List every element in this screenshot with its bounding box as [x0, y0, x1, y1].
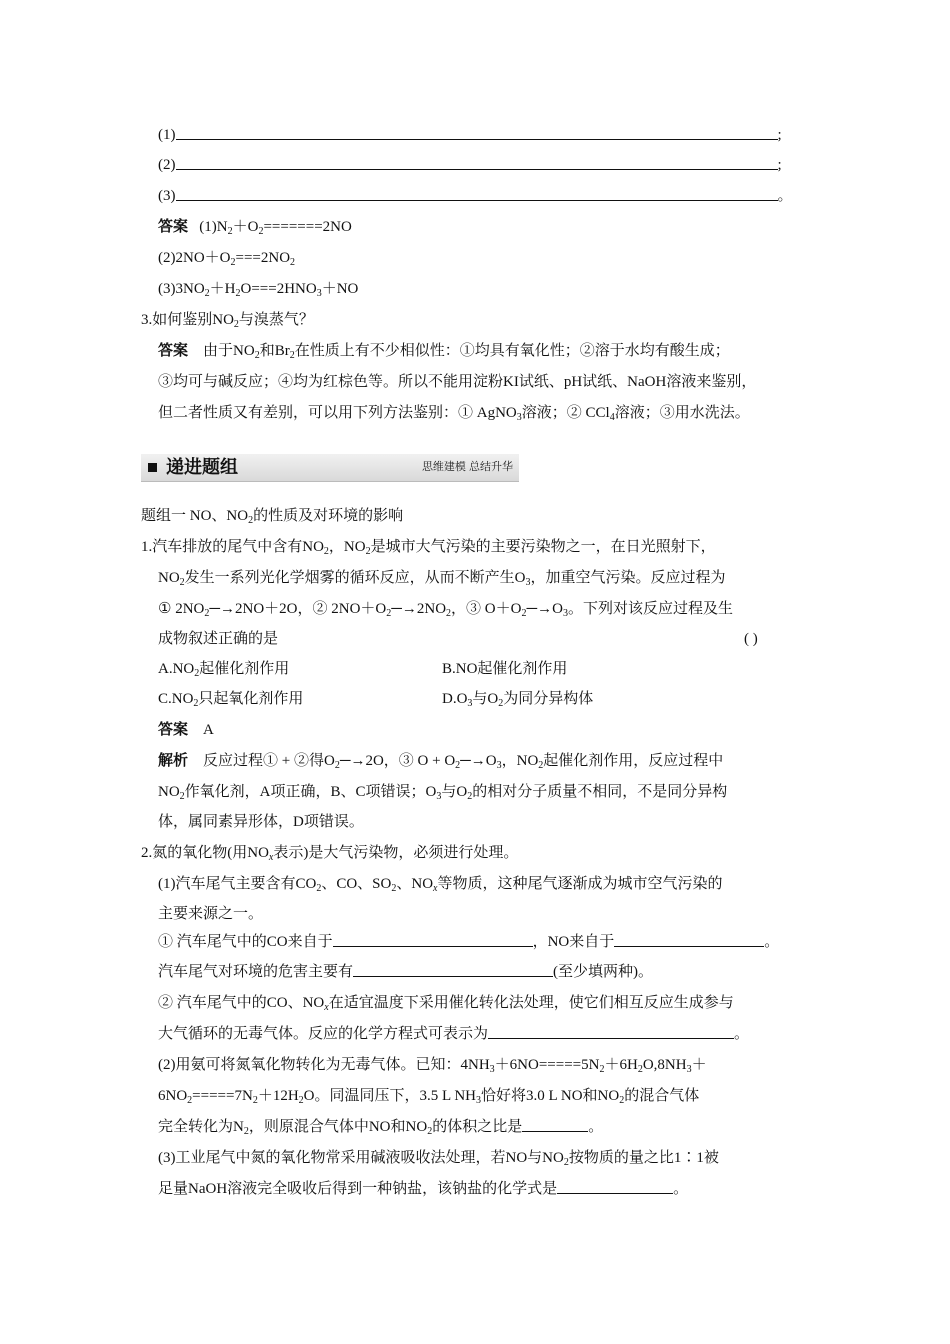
blank-line-2: (2) ; [158, 157, 782, 173]
problem-2-line-2: (1)汽车尾气主要含有$CO_2$、CO、$SO_2$、$NO_x$等物质，这种尾气逐渐成为城市空气污染的 [158, 876, 723, 894]
answer-blank[interactable] [557, 1179, 673, 1194]
answer-label: 答案 [158, 219, 189, 235]
answer-blank[interactable] [176, 125, 778, 140]
answer-blank[interactable] [614, 932, 764, 947]
q3-answer-line-1: 答案 由于$NO_2$和$Br_2$在性质上有不少相似性：①均具有氧化性；②溶于水均有酸生成； [158, 343, 730, 361]
option-d[interactable]: $D.O_3$与$O_2$为同分异构体 [442, 691, 594, 709]
option-a[interactable]: $A.NO_2$起催化剂作用 [158, 661, 290, 679]
answer-blank[interactable] [176, 155, 778, 170]
answer-blank[interactable] [353, 962, 553, 977]
option-c[interactable]: $C.NO_2$只起氧化剂作用 [158, 691, 304, 709]
answer-line-2: $(2)2NO+O_2===2NO_2$ [158, 250, 296, 268]
group-title: 题组一 NO、$NO_2$的性质及对环境的影响 [141, 508, 404, 526]
q3-answer-line-2: ③均可与碱反应；④均为红棕色等。所以不能用淀粉KI试纸、pH试纸、NaOH溶液来鉴别， [158, 374, 757, 390]
problem-2-line-8: (2)用氨可将氮氧化物转化为无毒气体。已知：$4NH_3+6NO=====5N_2+6H_2O,8NH_3+$ [158, 1057, 707, 1075]
problem-2-line-1: 2.氮的氧化物(用$NO_x$表示)是大气污染物，必须进行处理。 [141, 845, 519, 863]
q3-answer-line-3: 但二者性质又有差别，可以用下列方法鉴别：① AgNO$_3$溶液；② CCl$_4$溶液；③用水洗法。 [158, 405, 750, 423]
problem-2-line-12: 足量NaOH溶液完全吸收后得到一种钠盐，该钠盐的化学式是 。 [158, 1181, 689, 1197]
blank-line-1: (1) ; [158, 127, 782, 143]
problem-2-line-7: 大气循环的无毒气体。反应的化学方程式可表示为 。 [158, 1026, 750, 1042]
analysis-line-1: 解析 反应过程① + ②得$O_2─\to 2O$，③ $O + O_2─\to O_3$，$NO_2$起催化剂作用，反应过程中 [158, 753, 724, 771]
analysis-label: 解析 [158, 753, 189, 769]
problem-2-line-5: 汽车尾气对环境的危害主要有 (至少填两种)。 [158, 964, 654, 980]
analysis-line-2: $NO_2$作氧化剂，A项正确，B、C项错误；$O_3$与$O_2$的相对分子质量不相同，不是同分异构 [158, 784, 728, 802]
problem-1-line-2: $NO_2$发生一系列光化学烟雾的循环反应，从而不断产生$O_3$，加重空气污染。反应过程为 [158, 570, 726, 588]
answer-line-1: 答案 $(1)N_2+O_2=======2NO$ [158, 219, 352, 237]
problem-1-line-3: ① $2NO_2─\to 2NO+2O$，② $2NO+O_2─\to 2NO_2$，③ $O+O_2─\to O_3$。下列对该反应过程及生 [158, 601, 733, 619]
problem-2-line-4: ① 汽车尾气中的CO来自于 ，NO来自于 。 [158, 934, 780, 950]
problem-2-line-6: ② 汽车尾气中的CO、$NO_x$在适宜温度下采用催化转化法处理，使它们相互反应生成参与 [158, 995, 734, 1013]
answer-line-3: $(3)3NO_2+H_2O===2HNO_3+NO$ [158, 281, 359, 299]
answer-blank[interactable] [522, 1117, 588, 1132]
question-3: 3.如何鉴别$NO_2$与溴蒸气？ [141, 312, 314, 330]
problem-2-line-10: 完全转化为$N_2$，则原混合气体中NO和$NO_2$的体积之比是 。 [158, 1119, 604, 1137]
problem-2-line-3: 主要来源之一。 [158, 906, 264, 922]
section-header-bar [141, 454, 519, 482]
section-title: 递进题组 [166, 457, 238, 477]
answer-parentheses[interactable]: ( ) [744, 631, 758, 647]
answer-blank[interactable] [488, 1024, 734, 1039]
problem-1-line-4: 成物叙述正确的是 [158, 631, 279, 647]
problem-1-line-1: 1.汽车排放的尾气中含有$NO_2$，$NO_2$是城市大气污染的主要污染物之一，在日光照射下， [141, 539, 716, 557]
square-bullet-icon [148, 463, 157, 472]
option-b[interactable]: B.NO起催化剂作用 [442, 661, 568, 677]
section-subtitle: 思维建模 总结升华 [421, 461, 513, 473]
analysis-line-3: 体，属同素异形体，D项错误。 [158, 814, 364, 830]
blank-line-3: (3) 。 [158, 188, 793, 204]
answer-blank[interactable] [333, 932, 533, 947]
problem-1-answer: 答案 A [158, 722, 214, 738]
problem-2-line-11: (3)工业尾气中氮的氧化物常采用碱液吸收法处理，若NO与$NO_2$按物质的量之比1∶1被 [158, 1150, 719, 1168]
answer-blank[interactable] [176, 186, 778, 201]
problem-2-line-9: $6NO_2=====7N_2+12H_2O$。同温同压下，3.5 L $NH_3$恰好将3.0 L NO和$NO_2$的混合气体 [158, 1088, 700, 1106]
